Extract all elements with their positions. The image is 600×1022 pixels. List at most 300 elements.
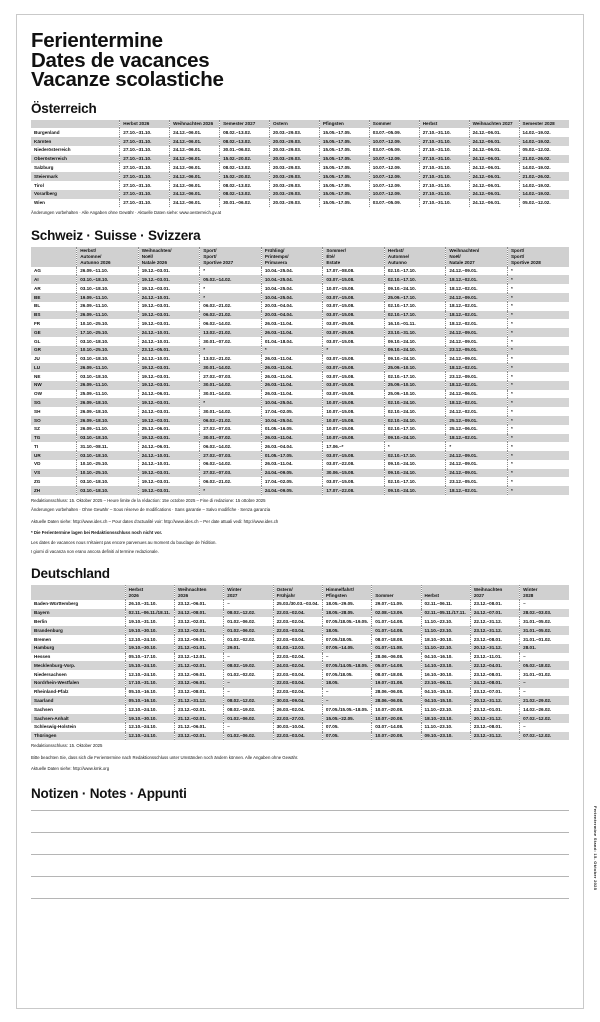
cell-value: 24.12.–02.01. [446, 407, 508, 416]
cell-value: 02.10.–17.10. [384, 451, 446, 460]
table-row [31, 434, 569, 443]
column-header-2: Weihnachten 2026 [170, 120, 220, 129]
cell-value: 02.10.–17.10. [384, 311, 446, 320]
side-imprint-text: Ferientermine Stand: 15. Oktober 2025 [593, 805, 598, 890]
cell-value: 23.12.–09.01. [174, 670, 223, 679]
table-row [31, 705, 569, 714]
cell-value: 26.03.–11.04. [261, 319, 323, 328]
cell-value: 18.12.–02.01. [446, 381, 508, 390]
row-label: Nordrhein-Westfalen [31, 679, 125, 688]
cell-value: 03.07.–22.08. [323, 460, 385, 469]
cell-value: 17.10.–31.10. [125, 679, 174, 688]
cell-value: 27.10.–31.10. [419, 181, 469, 190]
table-austria [31, 120, 569, 208]
cell-value: 03.07.–15.08. [323, 275, 385, 284]
cell-value: 10.07.–12.09. [369, 190, 419, 199]
cell-value: 18.12.–02.01. [446, 302, 508, 311]
cell-value: 03.10.–18.10. [77, 372, 139, 381]
cell-value: 02.08.–13.09. [372, 609, 421, 618]
cell-value: 31.01.–01.02. [523, 671, 552, 677]
cell-value: 18.05. [322, 679, 371, 688]
table-row [31, 311, 569, 320]
cell-value: 01.02.–06.02. [224, 617, 273, 626]
cell-value: 03.07.–15.08. [323, 363, 385, 372]
cell-value: 27.10.–31.10. [120, 163, 170, 172]
cell-value: 03.07.–15.08. [323, 355, 385, 364]
cell-value: 24.12.–09.01. [446, 451, 508, 460]
cell-value: 18.12.–02.01. [446, 275, 508, 284]
cell-value: 02.10.–17.10. [384, 372, 446, 381]
table-row [31, 146, 569, 155]
table-row [31, 137, 569, 146]
cell-value: 19.12.–03.01. [138, 275, 200, 284]
column-header-4: Frühling/ Printemps/ Primavera [261, 247, 323, 267]
row-label: Saarland [31, 696, 125, 705]
cell-value: * [510, 373, 513, 379]
cell-value: * [200, 293, 262, 302]
cell-value: 23.12.–02.01. [174, 617, 223, 626]
cell-value: 20.12.–31.12. [470, 696, 519, 705]
row-label: Thüringen [31, 732, 125, 741]
cell-value: * [200, 486, 262, 495]
cell-value: 14.02.–26.02. [523, 706, 552, 712]
cell-value: 30.01.–06.02. [220, 146, 270, 155]
cell-value: 15.10.–24.10. [125, 661, 174, 670]
row-label: Berlin [31, 617, 125, 626]
cell-value: 24.12.–06.01. [170, 172, 220, 181]
cell-value: * [507, 451, 569, 460]
cell-value: 02.10.–24.10. [384, 407, 446, 416]
cell-value: 03.10.–18.10. [77, 355, 139, 364]
cell-value: 02.10.–17.10. [384, 477, 446, 486]
table-row [31, 181, 569, 190]
table-row [31, 679, 569, 688]
cell-value: 24.12.–06.01. [469, 181, 519, 190]
cell-value: 24.12.–07.01. [470, 609, 519, 618]
cell-value: 27.10.–31.10. [419, 199, 469, 208]
cell-value: 18.12.–02.01. [446, 284, 508, 293]
cell-value: 18.10.–23.10. [421, 714, 470, 723]
cell-value: 22.03.–03.04. [273, 679, 322, 688]
cell-value: * [507, 293, 569, 302]
cell-value: 06.02.–21.02. [200, 416, 262, 425]
cell-value: 24.12.–06.01. [469, 172, 519, 181]
note-line[interactable] [31, 832, 569, 854]
cell-value: 15.05.–17.05. [319, 146, 369, 155]
cell-value: 05.02.–12.02. [522, 147, 551, 153]
cell-value: * [510, 479, 513, 485]
cell-value: 02.10.–17.10. [384, 275, 446, 284]
cell-value: 19.12.–03.01. [138, 398, 200, 407]
row-label: AI [31, 275, 77, 284]
cell-value: 03.07.–15.08. [323, 477, 385, 486]
row-label: ZG [31, 477, 77, 486]
cell-value: 11.10.–22.10. [421, 644, 470, 653]
cell-value: 01.02.–06.02. [224, 714, 273, 723]
cell-value: 03.07.–15.08. [323, 372, 385, 381]
note-line[interactable] [31, 876, 569, 898]
cell-value: 07.02.–12.02. [520, 714, 569, 723]
table-row [31, 407, 569, 416]
row-label: BS [31, 311, 77, 320]
cell-value: 20.03.–04.04. [261, 302, 323, 311]
cell-value: 13.02.–21.02. [200, 355, 262, 364]
cell-value: 23.12.–31.12. [470, 626, 519, 635]
cell-value: * [510, 285, 513, 291]
cell-value: 16.10.–01.11. [384, 319, 446, 328]
cell-value: 10.04.–25.04. [261, 275, 323, 284]
cell-value: 24.12.–06.01. [469, 146, 519, 155]
cell-value: 06.02.–14.02. [200, 442, 262, 451]
cell-value: 10.07.–15.08. [323, 398, 385, 407]
cell-value: 02.11.–06.11. [421, 600, 470, 609]
cell-value: 24.12.–10.01. [138, 293, 200, 302]
cell-value: 25.09.–17.10. [384, 293, 446, 302]
cell-value: 30.01.–07.02. [200, 434, 262, 443]
column-header-2: Weihnachten 2026 [174, 585, 223, 599]
note-line[interactable] [31, 898, 569, 920]
cell-value: 07.05. [322, 723, 371, 732]
table-row [31, 293, 569, 302]
cell-value: 19.10.–30.10. [125, 626, 174, 635]
cell-value: * [510, 461, 513, 467]
cell-value: * [507, 311, 569, 320]
cell-value: 01.03.–12.03. [273, 644, 322, 653]
cell-value: 08.02.–13.02. [220, 128, 270, 137]
cell-value: 14.10.–23.10. [421, 661, 470, 670]
cell-value: 16.10.–30.10. [421, 670, 470, 679]
cell-value: 25.09.–11.10. [77, 390, 139, 399]
cell-value: 24.12.–06.01. [170, 199, 220, 208]
cell-value: 09.10.–24.10. [384, 337, 446, 346]
cell-value: – [523, 689, 526, 695]
row-label: Burgenland [31, 128, 120, 137]
cell-value: 11.10.–23.10. [421, 705, 470, 714]
cell-value: 27.10.–31.10. [419, 172, 469, 181]
cell-value: 07.05./15.05.–18.05. [322, 705, 371, 714]
cell-value: 09.10.–24.10. [384, 469, 446, 478]
cell-value: 08.02.–12.02. [224, 609, 273, 618]
table-germany [31, 585, 569, 740]
cell-value: * [507, 275, 569, 284]
cell-value: 22.12.–31.12. [470, 617, 519, 626]
cell-value: 01.04.–18.04. [261, 337, 323, 346]
table-row [31, 653, 569, 662]
cell-value: 24.12.–06.01. [469, 128, 519, 137]
cell-value: – [322, 653, 371, 662]
table-row [31, 661, 569, 670]
cell-value: * [507, 346, 569, 355]
cell-value: 03.07.–14.08. [372, 723, 421, 732]
cell-value: 03.10.–18.10. [77, 284, 139, 293]
cell-value: 01.05.–17.05. [261, 451, 323, 460]
cell-value: 03.07.–15.08. [323, 293, 385, 302]
cell-value: 20.03.–29.03. [269, 137, 319, 146]
switzerland-footnote-2: Änderungen vorbehalten · Ohne Gewähr – Sous réserve de modifications · Sans garantie – Salvo modifiche · Senza garanzia [31, 507, 271, 513]
section-heading-germany: Deutschland [31, 566, 110, 582]
cell-value: 04.10.–15.10. [421, 696, 470, 705]
cell-value: 31.01.–01.02. [523, 636, 552, 642]
cell-value: 17.10.–25.10. [77, 328, 139, 337]
cell-value: * [510, 391, 513, 397]
cell-value: 26.03.–11.04. [261, 328, 323, 337]
cell-value: 10.07.–15.08. [323, 434, 385, 443]
cell-value: 03.10.–18.10. [77, 451, 139, 460]
column-header-7: Herbst [421, 585, 470, 599]
cell-value: 27.10.–31.10. [120, 199, 170, 208]
cell-value: 12.10.–24.10. [125, 635, 174, 644]
cell-value: 19.12.–03.01. [138, 486, 200, 495]
cell-value: 26.09.–11.10. [77, 302, 139, 311]
note-line[interactable] [31, 810, 569, 832]
cell-value: 07.05./18.05.–19.05. [322, 617, 371, 626]
column-header-3: Semester 2027 [220, 120, 270, 129]
cell-value: 15.05.–17.05. [319, 128, 369, 137]
cell-value: 31.10.–08.11. [77, 442, 139, 451]
table-row [31, 267, 569, 276]
row-label: ZH [31, 486, 77, 495]
row-label: BL [31, 302, 77, 311]
cell-value: 24.12.–06.01. [469, 137, 519, 146]
cell-value: 09.10.–24.10. [384, 284, 446, 293]
cell-value: 20.03.–29.03. [269, 146, 319, 155]
cell-value: 23.10.–31.10. [384, 328, 446, 337]
table-row [31, 670, 569, 679]
cell-value: 24.04.–09.05. [261, 469, 323, 478]
cell-value: 27.10.–31.10. [419, 146, 469, 155]
cell-value: 26.03.–02.04. [273, 705, 322, 714]
cell-value: 05.02.–18.02. [520, 661, 569, 670]
column-header-5: Himmelfahrt/ Pfingsten [322, 585, 371, 599]
cell-value: 21.12.–02.01. [174, 661, 223, 670]
cell-value: 26.09.–11.10. [77, 267, 139, 276]
cell-value: * [384, 442, 446, 451]
cell-value: 03.07.–05.09. [369, 128, 419, 137]
cell-value: 19.10.–30.10. [125, 714, 174, 723]
cell-value: 23.12.–08.01. [470, 600, 519, 609]
cell-value: 18.12.–02.01. [446, 398, 508, 407]
cell-value: 18.12.–02.01. [446, 319, 508, 328]
cell-value: 10.04.–25.04. [261, 293, 323, 302]
cell-value: 31.01.–05.02. [523, 618, 552, 624]
cell-value: 17.07.–08.08. [323, 267, 385, 276]
cell-value: 18.05.–29.05. [322, 600, 371, 609]
cell-value: 24.04.–09.05. [261, 486, 323, 495]
cell-value: * [200, 398, 262, 407]
cell-value: 08.02.–19.02. [224, 661, 273, 670]
cell-value: * [510, 268, 513, 274]
cell-value: 01.02.–02.02. [224, 635, 273, 644]
row-label: Oberösterreich [31, 155, 120, 164]
cell-value: 24.12.–09.01. [446, 355, 508, 364]
cell-value: 24.12.–09.01. [446, 328, 508, 337]
table-row [31, 390, 569, 399]
cell-value: 09.10.–24.10. [384, 486, 446, 495]
cell-value: 12.10.–24.10. [125, 670, 174, 679]
cell-value: 06.02.–14.02. [200, 460, 262, 469]
cell-value: 03.10.–18.10. [77, 486, 139, 495]
table-row [31, 644, 569, 653]
cell-value: 26.09.–18.10. [77, 398, 139, 407]
cell-value: 02.11.–05.11./17.11. [421, 609, 470, 618]
cell-value: 24.12.–09.01. [446, 293, 508, 302]
cell-value: 24.12.–09.01. [446, 460, 508, 469]
cell-value: – [224, 679, 273, 688]
cell-value: * [510, 443, 513, 449]
cell-value: 24.12.–08.01. [174, 609, 223, 618]
cell-value: 15.02.–20.02. [220, 172, 270, 181]
cell-value: 30.03.–10.04. [273, 723, 322, 732]
row-label: AG [31, 267, 77, 276]
cell-value: 10.07.–12.09. [369, 155, 419, 164]
cell-value: – [523, 601, 526, 607]
cell-value: 27.10.–31.10. [120, 146, 170, 155]
cell-value: 23.10.–06.11. [421, 679, 470, 688]
cell-value: – [224, 688, 273, 697]
cell-value: 24.12.–06.01. [170, 155, 220, 164]
cell-value: 24.12.–06.01. [170, 146, 220, 155]
row-label: Brandenburg [31, 626, 125, 635]
cell-value: * [510, 356, 513, 362]
cell-value: 24.12.–06.01. [469, 155, 519, 164]
cell-value: 03.07.–15.08. [323, 381, 385, 390]
cell-value: 05.10.–16.10. [125, 688, 174, 697]
cell-value: 25.09.–10.10. [384, 381, 446, 390]
cell-value: 10.07.–15.08. [323, 407, 385, 416]
cell-value: 26.09.–11.10. [77, 381, 139, 390]
switzerland-footnote-1: Redaktionsschluss: 15. Oktober 2025 – Heure limite de la rédaction: 15e octobre 2025 – Fine di redazione: 15 ottobre 2025 [31, 498, 266, 503]
cell-value: 01.07.–11.08. [372, 644, 421, 653]
row-label: SO [31, 416, 77, 425]
cell-value: 02.11.–06.11./18.11. [125, 609, 174, 618]
table-row [31, 732, 569, 741]
row-label: Tirol [31, 181, 120, 190]
cell-value: 21.12.–02.01. [174, 714, 223, 723]
cell-value: * [510, 303, 513, 309]
page-title [31, 31, 569, 90]
cell-value: 27.10.–31.10. [120, 190, 170, 199]
cell-value: 08.07.–18.08. [372, 670, 421, 679]
cell-value: * [510, 338, 513, 344]
cell-value: 27.10.–31.10. [419, 163, 469, 172]
cell-value: 24.12.–09.01. [446, 469, 508, 478]
cell-value: 14.02.–19.02. [522, 165, 551, 170]
row-label: Rheinland-Pfalz [31, 688, 125, 697]
row-label: SZ [31, 425, 77, 434]
table-row [31, 425, 569, 434]
cell-value: 24.12.–06.01. [469, 190, 519, 199]
cell-value: 30.01.–06.02. [220, 199, 270, 208]
cell-value: 03.10.–18.10. [77, 337, 139, 346]
cell-value: 09.10.–24.10. [384, 355, 446, 364]
column-header-1: Herbst 2026 [120, 120, 170, 129]
row-label: Sachsen [31, 705, 125, 714]
cell-value: 24.12.–10.01. [138, 460, 200, 469]
cell-value: * [200, 346, 262, 355]
table-row [31, 460, 569, 469]
cell-value: 10.07.–12.09. [369, 137, 419, 146]
column-header-0 [31, 247, 77, 267]
cell-value: 15.05.–17.05. [319, 199, 369, 208]
cell-value: 01.07.–14.08. [372, 617, 421, 626]
cell-value: 02.10.–24.10. [384, 416, 446, 425]
cell-value: 14.02.–19.02. [519, 137, 569, 146]
cell-value: 21.02.–26.02. [519, 172, 569, 181]
cell-value: 26.10.–31.10. [125, 600, 174, 609]
cell-value: 23.12.–08.01. [174, 688, 223, 697]
cell-value: 30.01.–14.02. [200, 390, 262, 399]
cell-value: 10.07.–20.08. [372, 714, 421, 723]
cell-value: 01.05.–16.05. [261, 425, 323, 434]
row-label: NE [31, 372, 77, 381]
cell-value: 19.12.–03.01. [138, 311, 200, 320]
cell-value: 26.09.–11.10. [77, 425, 139, 434]
section-heading-notes: Notizen · Notes · Appunti [31, 785, 187, 801]
cell-value: 03.10.–18.10. [77, 434, 139, 443]
cell-value: 27.10.–31.10. [419, 128, 469, 137]
cell-value: 05.10.–17.10. [125, 653, 174, 662]
germany-footnote-3: Aktuelle Daten siehe: http://www.kmk.org [31, 766, 110, 772]
notes-lines[interactable] [31, 810, 569, 920]
table-row [31, 275, 569, 284]
cell-value: 27.02.–07.03. [200, 425, 262, 434]
cell-value: 18.12.–02.01. [446, 311, 508, 320]
cell-value: 23.12.–06.01. [174, 679, 223, 688]
cell-value: 27.10.–31.10. [419, 190, 469, 199]
cell-value: 28.06.–06.08. [372, 696, 421, 705]
cell-value: 09.10.–24.10. [384, 460, 446, 469]
cell-value: * [510, 408, 513, 414]
column-header-8: Sport/ Sport/ Sportive 2028 [507, 247, 569, 267]
note-line[interactable] [31, 854, 569, 876]
cell-value: 26.03.–11.04. [261, 355, 323, 364]
cell-value: 07.05./14.05.–18.05. [322, 661, 371, 670]
cell-value: 14.02.–19.02. [519, 190, 569, 199]
cell-value: 15.05.–17.05. [319, 137, 369, 146]
row-label: LU [31, 363, 77, 372]
row-label: SH [31, 407, 77, 416]
cell-value: 25.03./30.03.–03.04. [273, 600, 322, 609]
cell-value: 15.05.–17.05. [319, 155, 369, 164]
cell-value: 22.03.–27.03. [273, 714, 322, 723]
cell-value: 03.07.–15.08. [323, 337, 385, 346]
cell-value: 23.12.–06.01. [174, 600, 223, 609]
switzerland-star-note-de: * Die Ferientermine lagen bei Redaktionsschluss noch nicht vor. [31, 530, 163, 536]
switzerland-star-note-fr: Les dates de vacances nous n'étaient pas encore parvenues au moment du bouclage de l'édition. [31, 539, 217, 545]
cell-value: 10.10.–25.10. [77, 319, 139, 328]
cell-value: 25.12.–09.01. [446, 416, 508, 425]
cell-value: 26.03.–11.04. [261, 460, 323, 469]
row-label: FR [31, 319, 77, 328]
cell-value: 10.04.–25.04. [261, 284, 323, 293]
cell-value: 30.01.–14.02. [200, 407, 262, 416]
cell-value: 20.03.–29.03. [269, 199, 319, 208]
cell-value: 21.12.–06.01. [174, 723, 223, 732]
cell-value: 10.07.–12.09. [369, 181, 419, 190]
cell-value: * [507, 363, 569, 372]
cell-value: * [507, 398, 569, 407]
cell-value: 28.01. [520, 644, 569, 653]
cell-value: 01.07.–14.08. [372, 626, 421, 635]
row-label: VD [31, 460, 77, 469]
cell-value: 03.07.–05.09. [369, 199, 419, 208]
cell-value: * [507, 416, 569, 425]
row-label: NW [31, 381, 77, 390]
table-row [31, 600, 569, 609]
cell-value: * [507, 469, 569, 478]
cell-value: 24.12.–06.01. [138, 390, 200, 399]
row-label: VS [31, 469, 77, 478]
